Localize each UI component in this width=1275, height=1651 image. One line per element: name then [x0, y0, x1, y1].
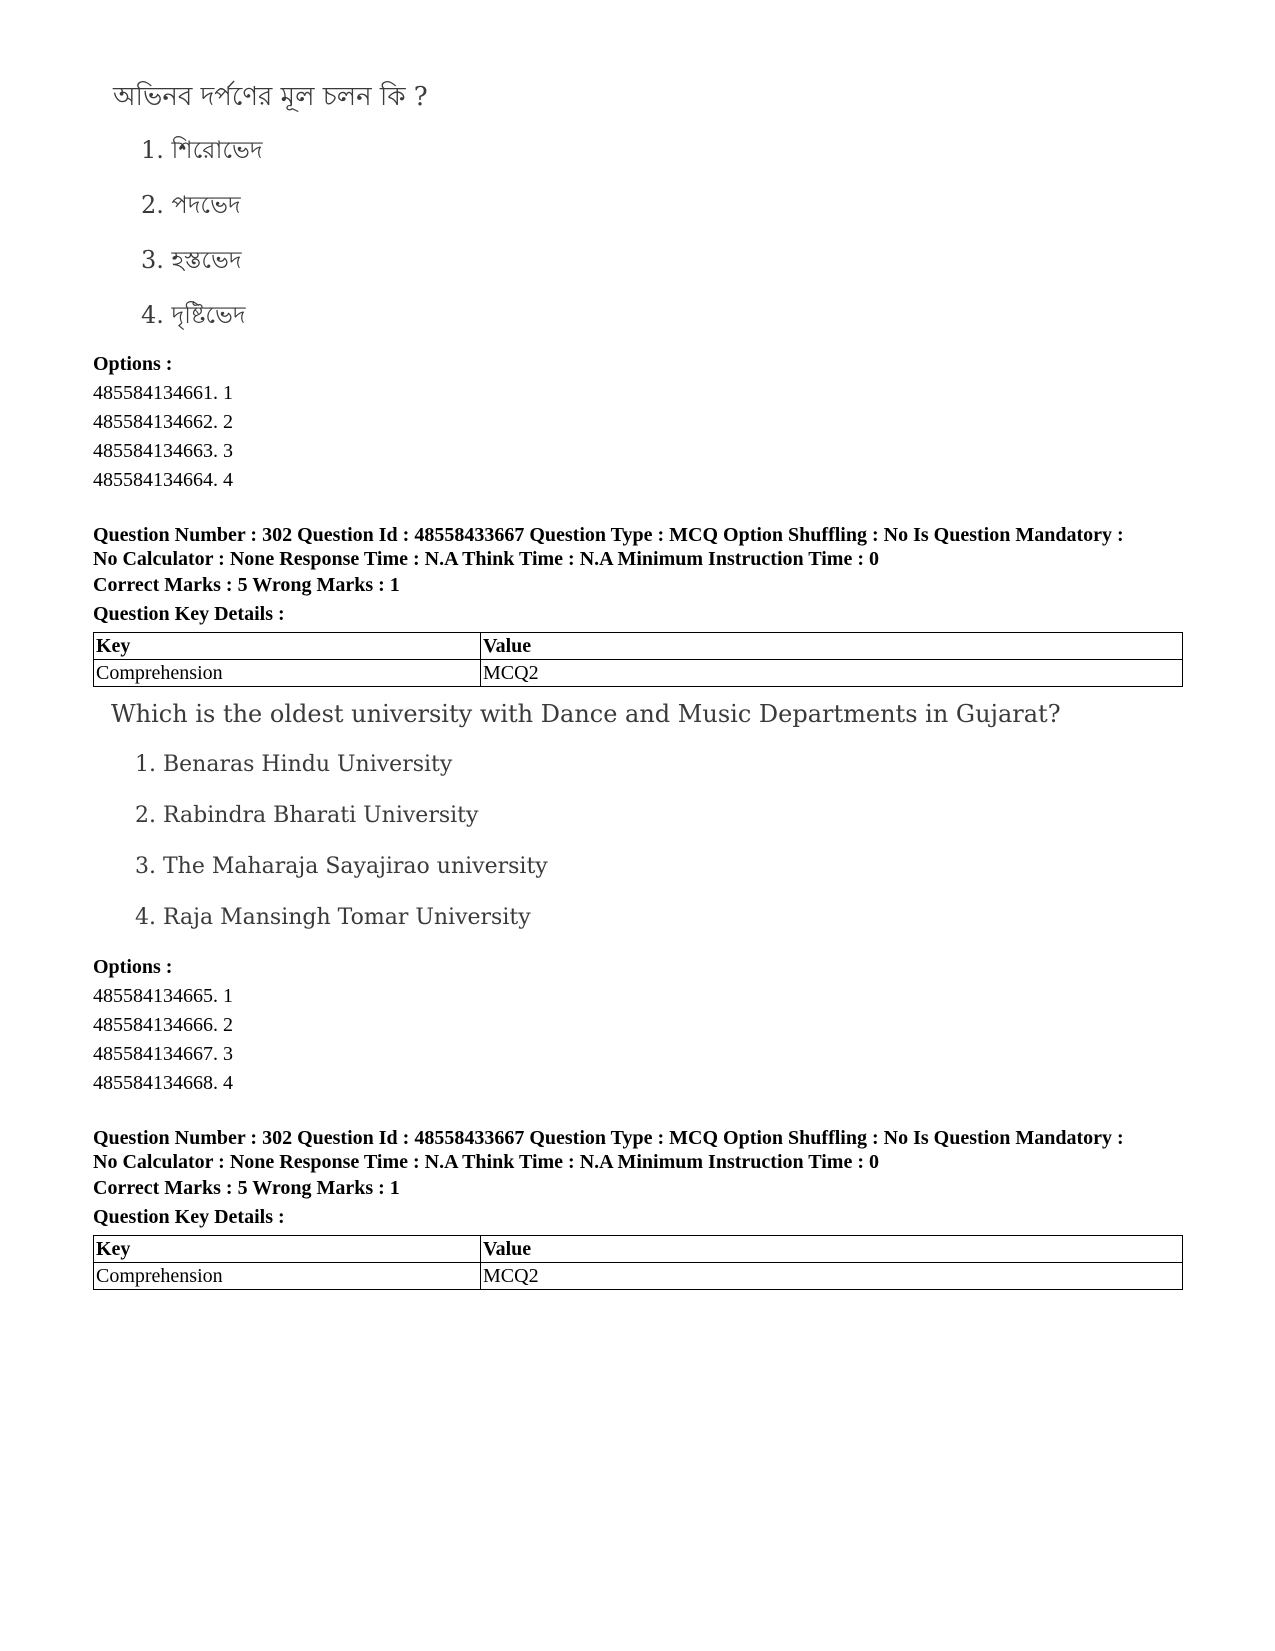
table-row: [94, 1263, 1183, 1290]
meta-line-1: Question Number : 302 Question Id : 48558433667 Question Type : MCQ Option Shuffling : No Is Question Mandatory :: [93, 1127, 1124, 1149]
question-2-choice-3: 3. The Maharaja Sayajirao university: [135, 854, 548, 879]
table-header-value: Value: [481, 633, 1183, 660]
table-row: [94, 660, 1183, 687]
table-header-row: [94, 1236, 1183, 1263]
question-3-meta: [93, 1126, 1183, 1290]
question-1-choice-2: 2. পদভেদ: [141, 191, 241, 219]
option-line: 485584134663. 3: [93, 440, 233, 462]
option-line: 485584134667. 3: [93, 1043, 233, 1065]
table-header-value: Value: [481, 1236, 1183, 1263]
question-1-options: [93, 350, 1183, 495]
option-line: 485584134664. 4: [93, 469, 233, 491]
option-line: 485584134662. 2: [93, 411, 233, 433]
table-header-key: Key: [94, 1236, 481, 1263]
meta-line-2: No Calculator : None Response Time : N.A Think Time : N.A Minimum Instruction Time : 0: [93, 1151, 879, 1173]
table-cell-key: Comprehension: [94, 660, 481, 687]
key-details-table: [93, 632, 1183, 687]
meta-line-1: Question Number : 302 Question Id : 48558433667 Question Type : MCQ Option Shuffling : No Is Question Mandatory :: [93, 524, 1124, 546]
key-details-table: [93, 1235, 1183, 1290]
question-1-choice-3: 3. হস্তভেদ: [141, 246, 242, 274]
question-2-choice-4: 4. Raja Mansingh Tomar University: [135, 905, 531, 930]
table-cell-value: MCQ2: [481, 1263, 1183, 1290]
marks-line: Correct Marks : 5 Wrong Marks : 1: [93, 1177, 400, 1199]
question-2-choice-1: 1. Benaras Hindu University: [135, 752, 453, 777]
table-header-key: Key: [94, 633, 481, 660]
option-line: 485584134665. 1: [93, 985, 233, 1007]
options-title: Options :: [93, 353, 173, 375]
question-2-meta: [93, 523, 1183, 687]
key-details-title: Question Key Details :: [93, 1206, 285, 1228]
question-2-choice-2: 2. Rabindra Bharati University: [135, 803, 479, 828]
question-1-choice-4: 4. দৃষ্টিভেদ: [141, 301, 246, 329]
table-cell-value: MCQ2: [481, 660, 1183, 687]
question-2-stem: Which is the oldest university with Dance and Music Departments in Gujarat?: [111, 700, 1061, 728]
option-line: 485584134661. 1: [93, 382, 233, 404]
question-1-choice-1: 1. শিরোভেদ: [141, 136, 263, 164]
question-2-options: [93, 953, 1183, 1098]
question-1-stem: অভিনব দর্পণের মূল চলন কি ?: [113, 82, 428, 112]
key-details-title: Question Key Details :: [93, 603, 285, 625]
meta-line-2: No Calculator : None Response Time : N.A Think Time : N.A Minimum Instruction Time : 0: [93, 548, 879, 570]
table-header-row: [94, 633, 1183, 660]
option-line: 485584134668. 4: [93, 1072, 233, 1094]
marks-line: Correct Marks : 5 Wrong Marks : 1: [93, 574, 400, 596]
options-title: Options :: [93, 956, 173, 978]
option-line: 485584134666. 2: [93, 1014, 233, 1036]
table-cell-key: Comprehension: [94, 1263, 481, 1290]
